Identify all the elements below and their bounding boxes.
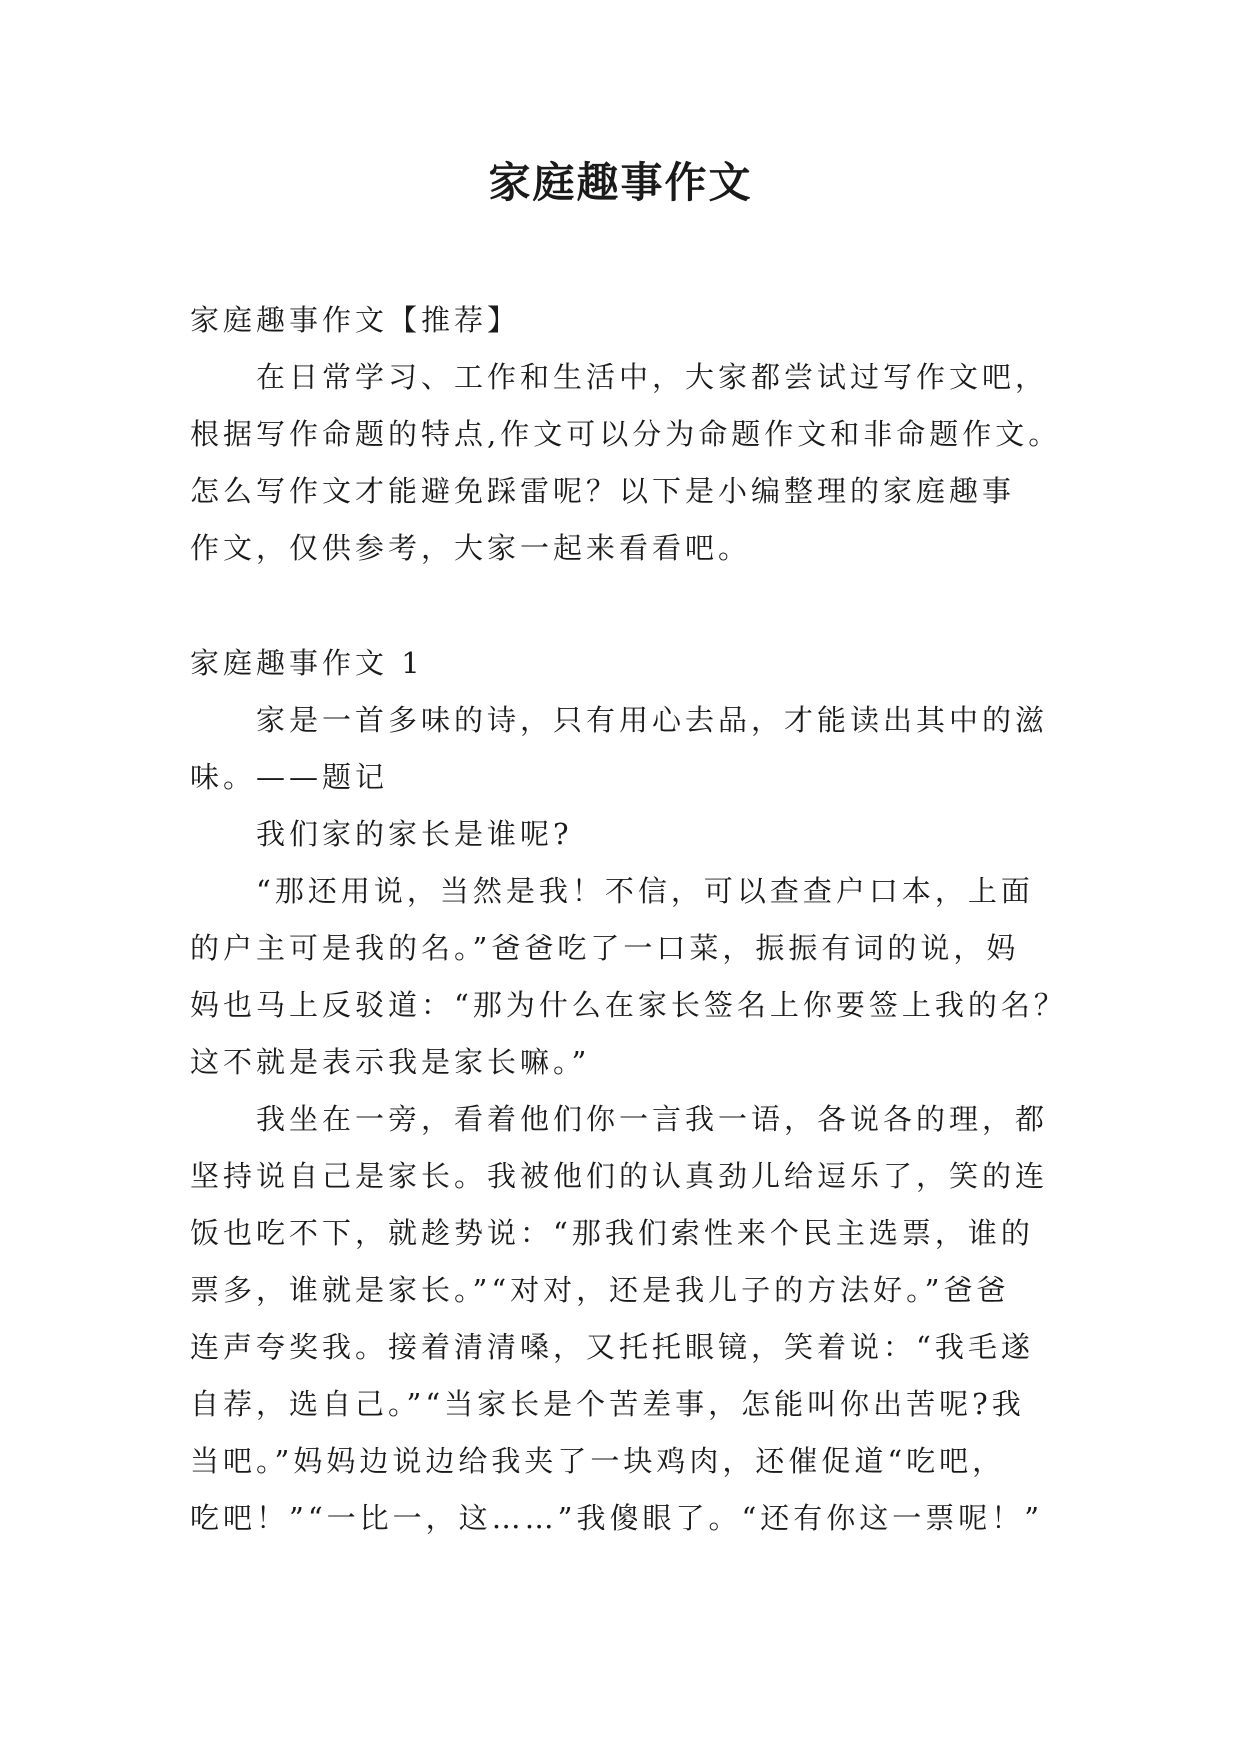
body-paragraph-line: 的户主可是我的名。”爸爸吃了一口菜，振振有词的说，妈 bbox=[190, 931, 1020, 965]
body-paragraph-line: 票多，谁就是家长。”“对对，还是我儿子的方法好。”爸爸 bbox=[190, 1273, 1010, 1307]
subtitle-heading: 家庭趣事作文【推荐】 bbox=[190, 303, 521, 337]
section-heading: 家庭趣事作文 1 bbox=[190, 646, 424, 680]
body-paragraph-line: 味。——题记 bbox=[190, 760, 389, 794]
body-paragraph-line: 饭也吃不下，就趁势说：“那我们索性来个民主选票，谁的 bbox=[190, 1216, 1034, 1250]
body-paragraph-line: 坚持说自己是家长。我被他们的认真劲儿给逗乐了，笑的连 bbox=[190, 1159, 1049, 1193]
body-paragraph-line: 这不就是表示我是家长嘛。” bbox=[190, 1045, 591, 1079]
intro-paragraph-line: 怎么写作文才能避免踩雷呢？以下是小编整理的家庭趣事 bbox=[190, 474, 1016, 508]
body-paragraph-line: 吃吧！”“一比一，这……”我傻眼了。“还有你这一票呢！” bbox=[190, 1501, 1044, 1535]
intro-paragraph-line: 根据写作命题的特点,作文可以分为命题作文和非命题作文。 bbox=[190, 417, 1062, 451]
body-paragraph-line: “那还用说，当然是我！不信，可以查查户口本，上面 bbox=[256, 874, 1034, 908]
body-paragraph-line: 妈也马上反驳道：“那为什么在家长签名上你要签上我的名？ bbox=[190, 988, 1067, 1022]
body-paragraph-line: 家是一首多味的诗，只有用心去品，才能读出其中的滋 bbox=[256, 703, 1049, 737]
body-paragraph-line: 我们家的家长是谁呢? bbox=[256, 817, 573, 851]
intro-paragraph-line: 在日常学习、工作和生活中，大家都尝试过写作文吧， bbox=[256, 360, 1049, 394]
body-paragraph-line: 自荐，选自己。”“当家长是个苦差事，怎能叫你出苦呢?我 bbox=[190, 1387, 1025, 1421]
intro-paragraph-line: 作文，仅供参考，大家一起来看看吧。 bbox=[190, 531, 752, 565]
body-paragraph-line: 我坐在一旁，看着他们你一言我一语，各说各的理，都 bbox=[256, 1102, 1049, 1136]
body-paragraph-line: 当吧。”妈妈边说边给我夹了一块鸡肉，还催促道“吃吧， bbox=[190, 1444, 1006, 1478]
document-title: 家庭趣事作文 bbox=[488, 158, 753, 207]
body-paragraph-line: 连声夸奖我。接着清清嗓，又托托眼镜，笑着说：“我毛遂 bbox=[190, 1330, 1034, 1364]
